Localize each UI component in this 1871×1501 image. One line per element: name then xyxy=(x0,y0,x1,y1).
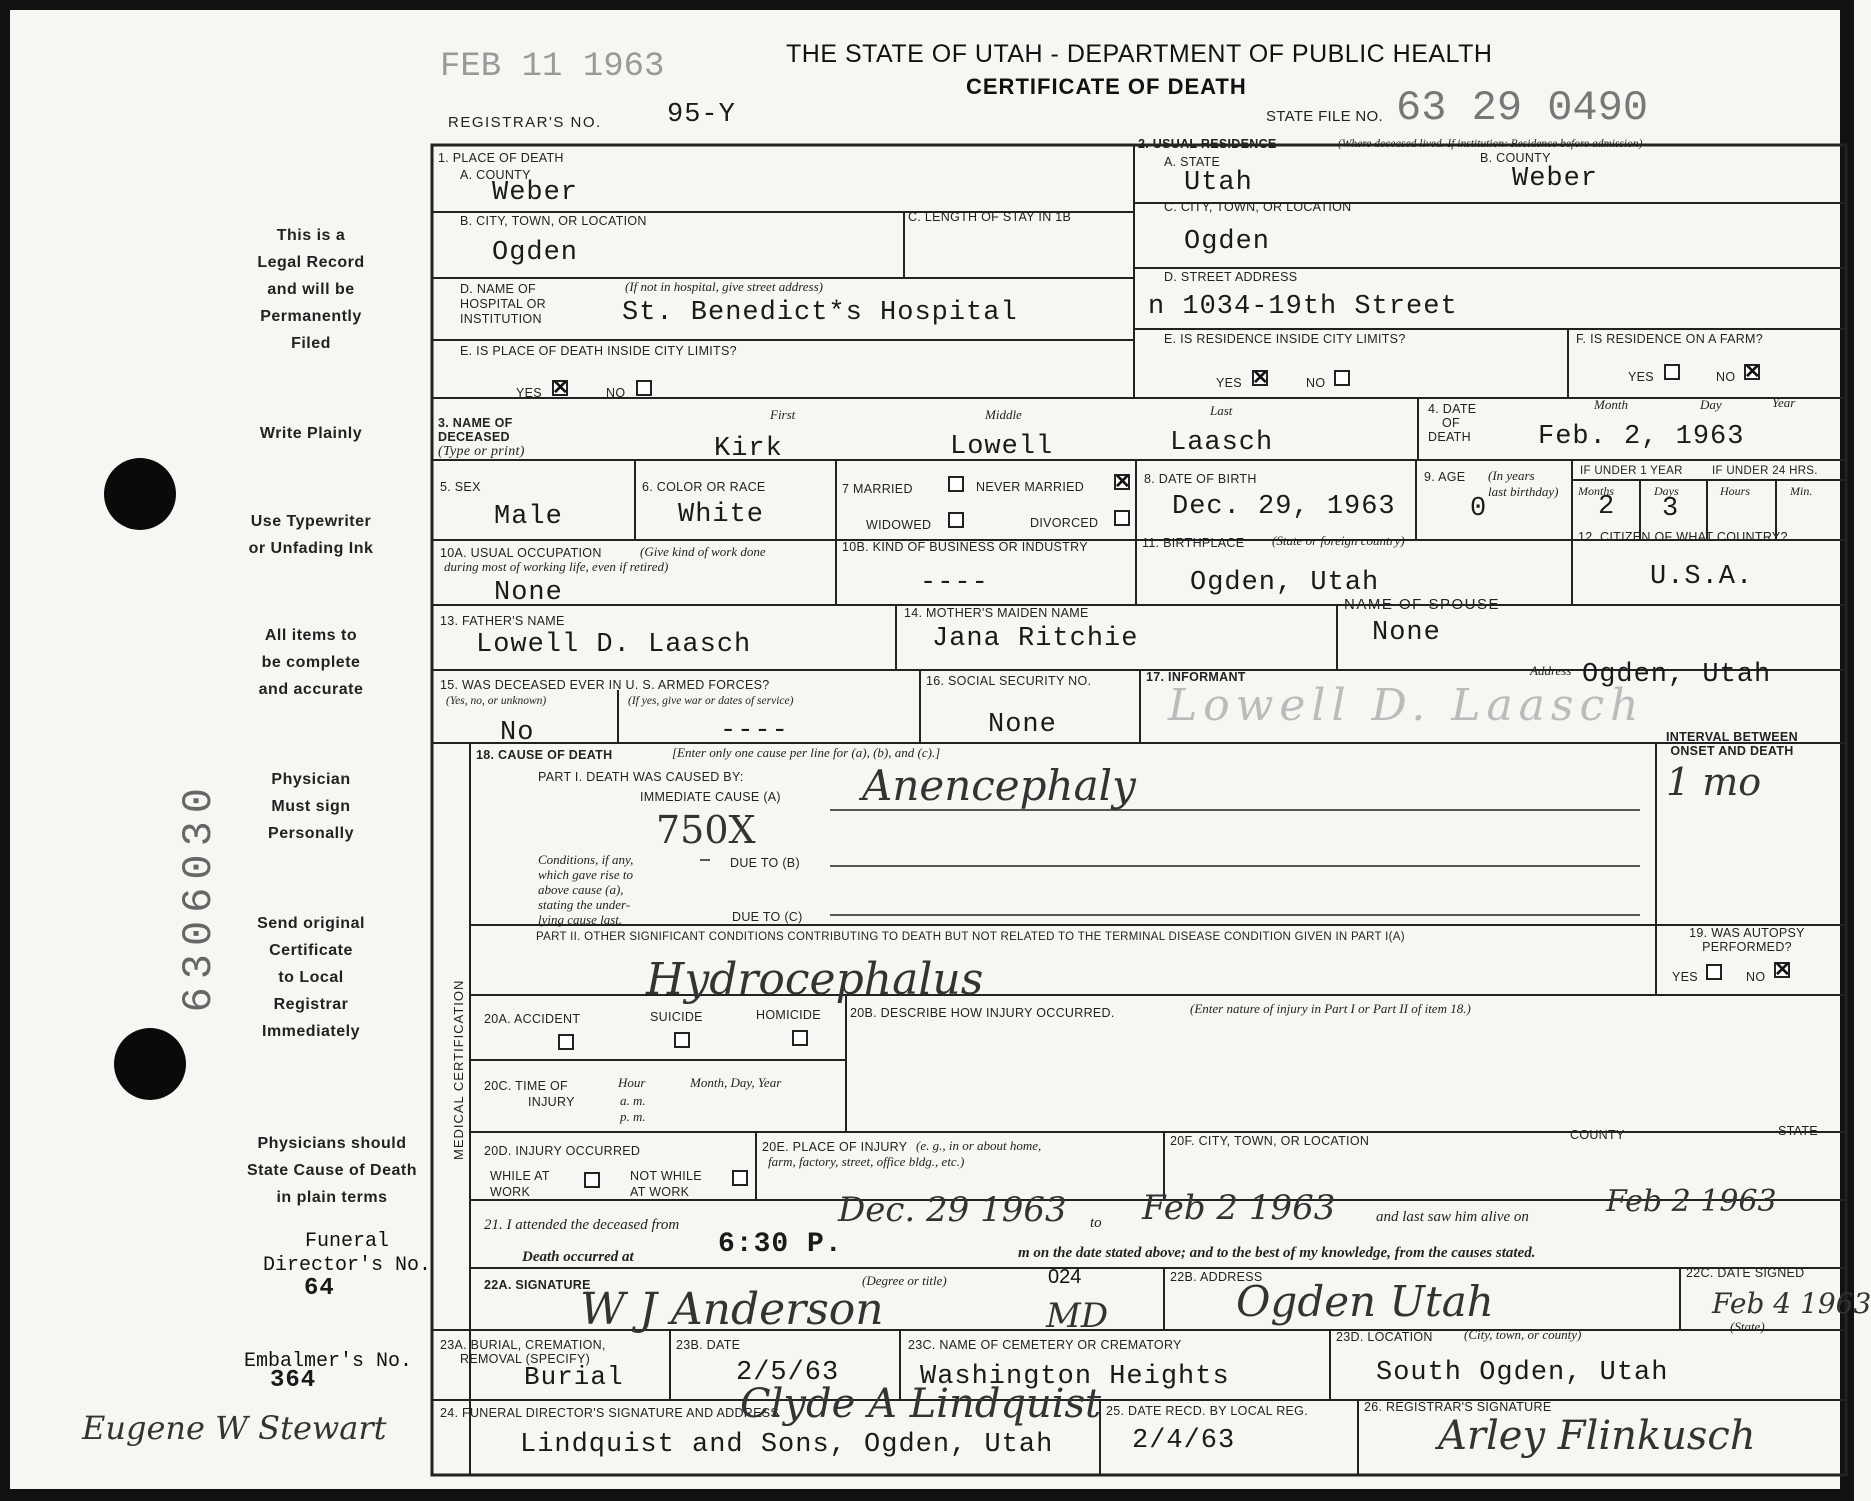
injury-describe-note: (Enter nature of injury in Part I or Part II of item 18.) xyxy=(1190,1001,1471,1016)
death-occurred-label: Death occurred at xyxy=(522,1249,634,1265)
sex-label: 5. SEX xyxy=(440,480,481,494)
legal-record-note: This is a Legal Record and will be Permanently Filed xyxy=(257,227,365,352)
not-at-work-checkbox[interactable] xyxy=(732,1170,748,1186)
res-inside-limits-label: E. IS RESIDENCE INSIDE CITY LIMITS? xyxy=(1164,332,1406,346)
informant-address-value: Ogden, Utah xyxy=(1582,660,1772,690)
accident-checkbox[interactable] xyxy=(558,1034,574,1050)
father-value: Lowell D. Laasch xyxy=(476,630,752,660)
interval-label: INTERVAL BETWEEN ONSET AND DEATH xyxy=(1666,730,1798,758)
conditions-note: Conditions, if any, which gave rise to above cause (a), stating the under- lying cause last. xyxy=(538,852,634,927)
burial-state-note: (State) xyxy=(1730,1319,1765,1334)
write-plainly-note: Write Plainly xyxy=(259,425,363,442)
signature-label: 22A. SIGNATURE xyxy=(484,1278,591,1292)
date-received-value: 2/4/63 xyxy=(1132,1426,1236,1456)
ssn-value: None xyxy=(988,710,1057,740)
armed-dates-value: ---- xyxy=(720,716,789,746)
days-value: 3 xyxy=(1662,494,1680,524)
race-value: White xyxy=(678,500,765,530)
residence-note: (Where deceased lived. If institution: Residence before admission) xyxy=(1338,138,1643,150)
res-farm-no-label: NO xyxy=(1716,370,1736,384)
business-label: 10B. KIND OF BUSINESS OR INDUSTRY xyxy=(842,540,1088,554)
registrar-no-value: 95-Y xyxy=(667,100,736,130)
death-limits-yes-checkbox[interactable] xyxy=(552,380,568,396)
dob-label: 8. DATE OF BIRTH xyxy=(1144,472,1257,486)
birthplace-label: 11. BIRTHPLACE xyxy=(1142,536,1245,550)
registrar-signature-label: 26. REGISTRAR'S SIGNATURE xyxy=(1364,1400,1552,1414)
physician-address-label: 22B. ADDRESS xyxy=(1170,1270,1263,1284)
last-saw-value: Feb 2 1963 xyxy=(1606,1184,1777,1219)
accident-label: 20A. ACCIDENT xyxy=(484,1012,581,1026)
armed-note-1: (Yes, no, or unknown) xyxy=(446,695,547,707)
res-farm-yes-label: YES xyxy=(1628,370,1654,384)
death-limits-yes-label: YES xyxy=(516,386,542,400)
funeral-director-no: 64 xyxy=(304,1275,335,1302)
spouse-value: None xyxy=(1372,618,1441,648)
res-street-label: D. STREET ADDRESS xyxy=(1164,270,1298,284)
funeral-director-label: Funeral Director's No. xyxy=(262,1230,432,1277)
part-1-label: PART I. DEATH WAS CAUSED BY: xyxy=(538,770,744,784)
cause-note: [Enter only one cause per line for (a), (b), and (c).] xyxy=(672,745,941,760)
funeral-director-signature: Clyde A Lindquist xyxy=(740,1381,1102,1427)
usual-residence-label: 2. USUAL RESIDENCE xyxy=(1138,137,1277,151)
occupation-value: None xyxy=(494,578,563,608)
widowed-label: WIDOWED xyxy=(866,518,932,532)
due-to-c-label: DUE TO (C) xyxy=(732,910,803,924)
res-limits-no-label: NO xyxy=(1306,376,1326,390)
divorced-checkbox[interactable] xyxy=(1114,510,1130,526)
cause-note: Physicians should State Cause of Death in plain terms xyxy=(246,1135,418,1206)
complete-note: All items to be complete and accurate xyxy=(258,627,364,698)
birthplace-value: Ogden, Utah xyxy=(1190,568,1380,598)
place-of-death-label: 1. PLACE OF DEATH xyxy=(438,151,564,165)
res-state-value: Utah xyxy=(1184,168,1253,198)
res-city-value: Ogden xyxy=(1184,227,1271,257)
immediate-cause-value: Anencephaly xyxy=(862,761,1136,810)
mother-value: Jana Ritchie xyxy=(932,624,1139,654)
cause-of-death-label: 18. CAUSE OF DEATH xyxy=(476,748,613,762)
cemetery-value: Washington Heights xyxy=(920,1362,1230,1392)
death-limits-no-checkbox[interactable] xyxy=(636,380,652,396)
res-state-label: A. STATE xyxy=(1164,155,1221,169)
months-value: 2 xyxy=(1598,492,1616,522)
res-county-value: Weber xyxy=(1512,164,1599,194)
date-of-death-value: Feb. 2, 1963 xyxy=(1538,422,1745,452)
last-saw-text: and last saw him alive on xyxy=(1376,1209,1529,1225)
months-label: Months xyxy=(1578,484,1614,498)
birthplace-note: (State or foreign country) xyxy=(1272,533,1405,548)
res-farm-no-checkbox[interactable] xyxy=(1744,364,1760,380)
days-label: Days xyxy=(1654,484,1679,498)
death-city-value: Ogden xyxy=(492,238,579,268)
middle-name-label: Middle xyxy=(985,407,1022,422)
under-1-year-label: IF UNDER 1 YEAR xyxy=(1580,465,1683,477)
citizen-label: 12. CITIZEN OF WHAT COUNTRY? xyxy=(1578,530,1788,544)
knowledge-text: m on the date stated above; and to the best of my knowledge, from the causes stated. xyxy=(1018,1245,1536,1261)
homicide-label: HOMICIDE xyxy=(756,1008,821,1022)
state-file-label: STATE FILE NO. xyxy=(1266,108,1383,125)
father-label: 13. FATHER'S NAME xyxy=(440,614,565,628)
armed-note-2: (If yes, give war or dates of service) xyxy=(628,695,794,707)
hours-label: Hours xyxy=(1720,484,1751,498)
informant-signature: Lowell D. Laasch xyxy=(1168,680,1645,731)
suicide-checkbox[interactable] xyxy=(674,1032,690,1048)
middle-name-value: Lowell xyxy=(950,432,1054,462)
registrar-no-label: REGISTRAR'S NO. xyxy=(448,114,602,131)
married-checkbox[interactable] xyxy=(948,476,964,492)
cause-code: 750X xyxy=(656,808,756,852)
married-label: 7 MARRIED xyxy=(842,482,913,496)
burial-location-note: (City, town, or county) xyxy=(1464,1327,1582,1342)
age-value: 0 xyxy=(1470,494,1488,524)
business-value: ---- xyxy=(920,568,989,598)
autopsy-no-checkbox[interactable] xyxy=(1774,962,1790,978)
armed-forces-label: 15. WAS DECEASED EVER IN U. S. ARMED FORCES? xyxy=(440,678,770,692)
physician-address-value: Ogden Utah xyxy=(1236,1277,1494,1326)
cemetery-label: 23C. NAME OF CEMETERY OR CREMATORY xyxy=(908,1338,1182,1352)
attended-from-value: Dec. 29 1963 xyxy=(838,1190,1067,1230)
state-file-no: 63 29 0490 xyxy=(1396,84,1649,132)
burial-location-value: South Ogden, Utah xyxy=(1376,1358,1669,1388)
last-name-label: Last xyxy=(1210,403,1233,418)
date-signed-value: Feb 4 1963 xyxy=(1712,1287,1871,1320)
year-label: Year xyxy=(1772,395,1796,410)
place-of-injury-note: (e. g., in or about home, farm, factory, street, office bldg., etc.) xyxy=(768,1138,1042,1169)
date-signed-label: 22C. DATE SIGNED xyxy=(1686,1266,1805,1280)
res-limits-yes-checkbox[interactable] xyxy=(1252,370,1268,386)
mdy-label: Month, Day, Year xyxy=(690,1075,782,1090)
res-limits-yes-label: YES xyxy=(1216,376,1242,390)
burial-location-label: 23D. LOCATION xyxy=(1336,1330,1433,1344)
under-24-hrs-label: IF UNDER 24 HRS. xyxy=(1712,465,1818,477)
while-at-work-label: WHILE AT WORK xyxy=(490,1169,550,1199)
date-of-death-label: 4. DATE OF DEATH xyxy=(1428,402,1477,444)
while-at-work-checkbox[interactable] xyxy=(584,1172,600,1188)
to-label: to xyxy=(1090,1215,1102,1231)
funeral-director-sig-label: 24. FUNERAL DIRECTOR'S SIGNATURE AND ADDRESS xyxy=(440,1406,780,1420)
vertical-file-number: 6306030 xyxy=(175,780,223,1013)
deceased-name-label: 3. NAME OF DECEASED (Type or print) xyxy=(438,416,525,459)
spouse-label: NAME OF SPOUSE xyxy=(1344,596,1501,613)
res-city-label: C. CITY, TOWN, OR LOCATION xyxy=(1164,200,1352,214)
immediate-cause-label: IMMEDIATE CAUSE (A) xyxy=(640,790,781,804)
hospital-label: D. NAME OF HOSPITAL OR INSTITUTION xyxy=(460,282,546,326)
part-2-label: PART II. OTHER SIGNIFICANT CONDITIONS CONTRIBUTING TO DEATH BUT NOT RELATED TO THE TERMINAL DISEASE CONDITION GIVEN IN PART I(A) xyxy=(536,931,1405,943)
not-at-work-label: NOT WHILE AT WORK xyxy=(630,1169,702,1199)
typewriter-note: Use Typewriter or Unfading Ink xyxy=(248,513,374,557)
physician-signature: W J Anderson xyxy=(580,1284,884,1335)
mother-label: 14. MOTHER'S MAIDEN NAME xyxy=(904,606,1089,620)
min-label: Min. xyxy=(1790,484,1813,498)
physician-degree: MD xyxy=(1046,1296,1109,1336)
degree-label: (Degree or title) xyxy=(862,1273,947,1288)
send-original-note: Send original Certificate to Local Registrar Immediately xyxy=(257,915,365,1040)
pm-label: p. m. xyxy=(620,1109,646,1124)
attended-text: 21. I attended the deceased from xyxy=(484,1217,680,1233)
res-farm-yes-checkbox[interactable] xyxy=(1664,364,1680,380)
injury-describe-label: 20B. DESCRIBE HOW INJURY OCCURRED. xyxy=(850,1006,1115,1020)
injury-occurred-label: 20D. INJURY OCCURRED xyxy=(484,1144,641,1158)
suicide-label: SUICIDE xyxy=(650,1010,703,1024)
autopsy-label: 19. WAS AUTOPSY PERFORMED? xyxy=(1689,926,1805,954)
res-limits-no-checkbox[interactable] xyxy=(1334,370,1350,386)
widowed-checkbox[interactable] xyxy=(948,512,964,528)
attended-to-value: Feb 2 1963 xyxy=(1142,1188,1336,1228)
autopsy-no-label: NO xyxy=(1746,970,1766,984)
registrar-signature: Arley Flinkusch xyxy=(1438,1413,1756,1459)
due-to-b-label: DUE TO (B) xyxy=(730,856,800,870)
embalmer-label: Embalmer's No. xyxy=(244,1350,413,1373)
day-label: Day xyxy=(1700,397,1722,412)
res-farm-label: F. IS RESIDENCE ON A FARM? xyxy=(1576,332,1764,346)
occupation-label: 10A. USUAL OCCUPATION xyxy=(440,546,602,560)
death-county-label: A. COUNTY xyxy=(460,168,531,182)
age-note: (In years last birthday) xyxy=(1488,468,1559,499)
sex-value: Male xyxy=(494,502,563,532)
part-2-condition: Hydrocephalus xyxy=(646,954,984,1005)
state-title: THE STATE OF UTAH - DEPARTMENT OF PUBLIC HEALTH xyxy=(786,40,1493,68)
embalmer-signature: Eugene W Stewart xyxy=(82,1409,387,1447)
injury-state-label: STATE xyxy=(1778,1124,1818,1138)
hour-label: Hour xyxy=(618,1075,646,1090)
certificate-title: CERTIFICATE OF DEATH xyxy=(966,74,1247,99)
res-street-value: n 1034-19th Street xyxy=(1148,292,1458,322)
injury-county-label: COUNTY xyxy=(1570,1128,1625,1142)
interval-value: 1 mo xyxy=(1666,760,1762,804)
received-date-stamp: FEB 11 1963 xyxy=(440,48,665,86)
death-inside-limits-label: E. IS PLACE OF DEATH INSIDE CITY LIMITS? xyxy=(460,344,737,358)
never-married-checkbox[interactable] xyxy=(1114,474,1130,490)
burial-value: Burial xyxy=(524,1362,624,1392)
injury-city-label: 20F. CITY, TOWN, OR LOCATION xyxy=(1170,1134,1370,1148)
month-label: Month xyxy=(1594,397,1628,412)
armed-value: No xyxy=(500,718,535,748)
last-name-value: Laasch xyxy=(1170,428,1274,458)
res-county-label: B. COUNTY xyxy=(1480,151,1551,165)
divorced-label: DIVORCED xyxy=(1030,516,1099,530)
death-county-value: Weber xyxy=(492,178,579,208)
time-of-injury-label: 20C. TIME OF INJURY xyxy=(484,1079,575,1109)
ssn-label: 16. SOCIAL SECURITY NO. xyxy=(926,674,1092,688)
occupation-note: (Give kind of work done during most of working life, even if retired) xyxy=(444,544,766,574)
length-of-stay-label: C. LENGTH OF STAY IN 1B xyxy=(908,210,1072,224)
race-label: 6. COLOR OR RACE xyxy=(642,480,766,494)
medical-certification-label: MEDICAL CERTIFICATION xyxy=(451,979,466,1160)
physician-sign-note: Physician Must sign Personally xyxy=(268,771,354,842)
never-married-label: NEVER MARRIED xyxy=(976,480,1085,494)
dob-value: Dec. 29, 1963 xyxy=(1172,492,1396,522)
embalmer-no: 364 xyxy=(270,1367,317,1394)
death-limits-no-label: NO xyxy=(606,386,626,400)
autopsy-yes-checkbox[interactable] xyxy=(1706,964,1722,980)
first-name-label: First xyxy=(770,407,796,422)
burial-label: 23A. BURIAL, CREMATION, REMOVAL (SPECIFY) xyxy=(440,1338,606,1366)
death-city-label: B. CITY, TOWN, OR LOCATION xyxy=(460,214,647,228)
date-received-label: 25. DATE RECD. BY LOCAL REG. xyxy=(1106,1404,1308,1418)
hospital-value: St. Benedict*s Hospital xyxy=(622,298,1018,328)
am-label: a. m. xyxy=(620,1093,646,1108)
citizen-value: U.S.A. xyxy=(1650,562,1754,592)
informant-address-label: Address xyxy=(1530,663,1572,678)
time-of-death-value: 6:30 P. xyxy=(718,1229,843,1260)
burial-date-label: 23B. DATE xyxy=(676,1338,741,1352)
homicide-checkbox[interactable] xyxy=(792,1030,808,1046)
informant-label: 17. INFORMANT xyxy=(1146,670,1246,684)
funeral-home-value: Lindquist and Sons, Ogden, Utah xyxy=(520,1430,1054,1460)
autopsy-yes-label: YES xyxy=(1672,970,1698,984)
age-label: 9. AGE xyxy=(1424,470,1466,484)
code-2: 024 xyxy=(1048,1266,1082,1288)
first-name-value: Kirk xyxy=(714,434,783,464)
place-of-injury-label: 20E. PLACE OF INJURY xyxy=(762,1140,908,1154)
burial-date-value: 2/5/63 xyxy=(736,1358,840,1388)
hospital-note: (If not in hospital, give street address) xyxy=(625,279,823,294)
